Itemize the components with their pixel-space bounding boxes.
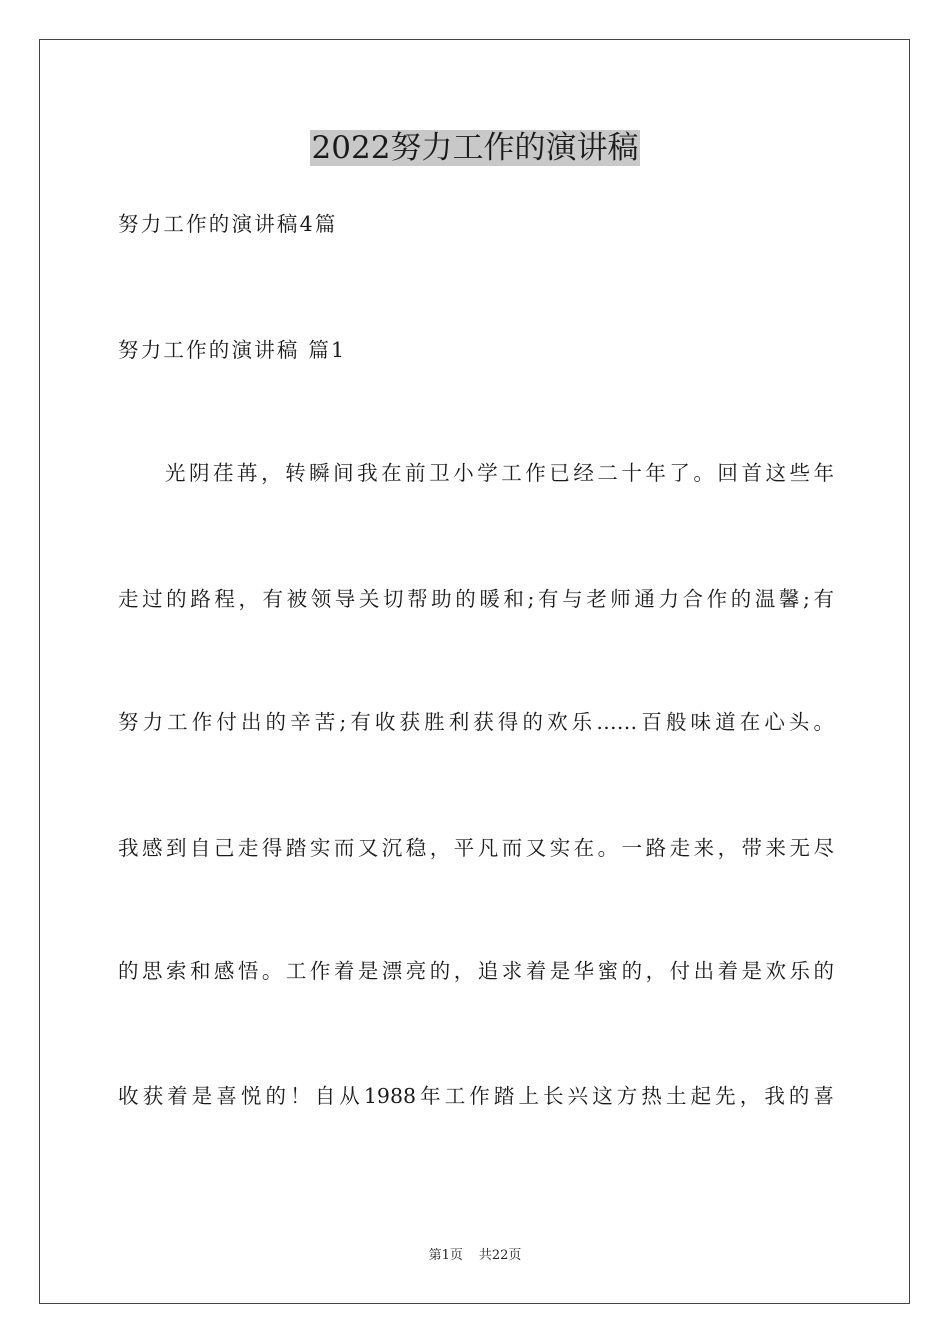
page-number: 第1页 (428, 1248, 463, 1263)
document-title-text: 2022努力工作的演讲稿 (311, 130, 639, 166)
document-title (0, 128, 950, 168)
paragraph-line-3: 努力工作付出的辛苦;有收获胜利获得的欢乐……百般味道在心头。 (118, 710, 834, 734)
section-heading: 努力工作的演讲稿 篇1 (118, 338, 347, 362)
paragraph-line-1: 光阴荏苒，转瞬间我在前卫小学工作已经二十年了。回首这些年 (165, 461, 834, 485)
paragraph-line-6: 收获着是喜悦的！自从1988年工作踏上长兴这方热土起先，我的喜 (118, 1084, 834, 1108)
paragraph-line-5: 的思索和感悟。工作着是漂亮的，追求着是华蜜的，付出着是欢乐的 (118, 959, 834, 983)
document-subtitle: 努力工作的演讲稿4篇 (118, 212, 338, 236)
paragraph-line-4: 我感到自己走得踏实而又沉稳，平凡而又实在。一路走来，带来无尽 (118, 836, 834, 860)
paragraph-line-2: 走过的路程，有被领导关切帮助的暖和;有与老师通力合作的温馨;有 (118, 587, 834, 611)
page-footer (0, 1247, 950, 1265)
total-pages: 共22页 (478, 1248, 522, 1263)
